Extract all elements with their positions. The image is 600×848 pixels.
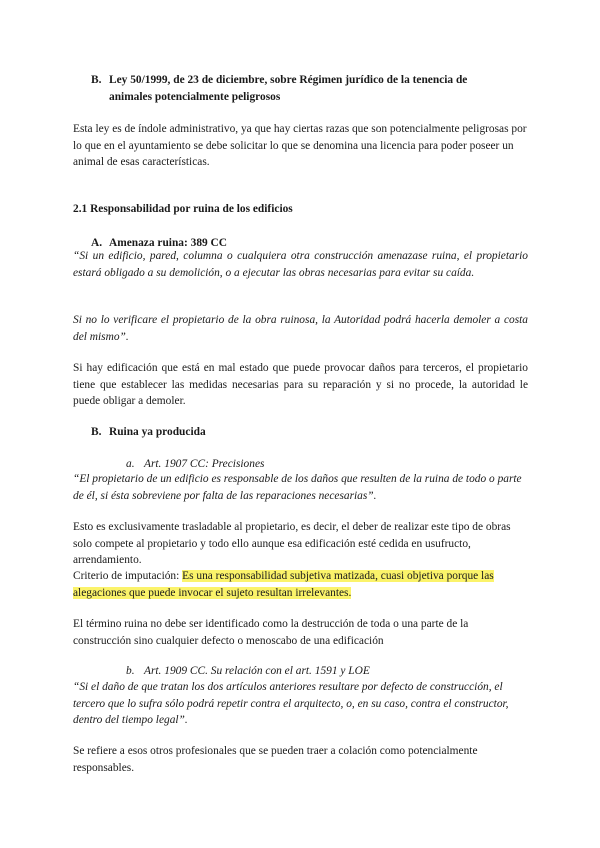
item-b-heading bbox=[126, 663, 581, 680]
item-a-title: Art. 1907 CC: Precisiones bbox=[144, 458, 265, 470]
subsection-b-heading bbox=[91, 424, 546, 441]
law-heading bbox=[91, 72, 531, 105]
item-a-criterio bbox=[73, 568, 528, 601]
law-heading-line2: animales potencialmente peligrosos bbox=[109, 90, 281, 103]
item-a-marker: a. bbox=[126, 458, 135, 470]
subsection-a-paragraph: Si hay edificación que está en mal estado que puede provocar daños para terceros, el propietario tiene que establecer las medidas necesarias para su reparación y si no procede, la autoridad le puede obligar a demoler. bbox=[73, 362, 528, 407]
item-b-quote: “Si el daño de que tratan los dos artículos anteriores resultare por defecto de construcción, el tercero que lo sufra sólo podrá repetir contra el arquitecto, o, en su caso, contra el constructor, dentro del tiempo legal”. bbox=[73, 681, 509, 726]
item-a-quote: “El propietario de un edificio es responsable de los daños que resulten de la ruina de todo o parte de él, si ésta sobreviene por falta de las reparaciones necesarias”. bbox=[73, 473, 522, 502]
subsection-b-title: Ruina ya producida bbox=[109, 426, 206, 438]
criterio-label: Criterio de imputación: bbox=[73, 570, 183, 582]
item-b-marker: b. bbox=[126, 665, 135, 677]
item-b-paragraph: Se refiere a esos otros profesionales que se pueden traer a colación como potencialmente responsables. bbox=[73, 745, 478, 774]
criterio-highlight: Es una responsabilidad subjetiva matizada, cuasi objetiva porque las alegaciones que puede invocar el sujeto resultan irrelevantes. bbox=[73, 570, 494, 599]
item-a-ruina-paragraph: El término ruina no debe ser identificado como la destrucción de toda o una parte de la construcción sino cualquier defecto o menoscabo de una edificación bbox=[73, 618, 469, 647]
subsection-a-quote-1: “Si un edificio, pared, columna o cualquiera otra construcción amenazase ruina, el propietario estará obligado a su demolición, o a ejecutar las obras necesarias para evitar su caída. bbox=[73, 250, 528, 279]
law-paragraph: Esta ley es de índole administrativo, ya que hay ciertas razas que son potencialmente peligrosas por lo que en el ayuntamiento se debe solicitar lo que se denomina una licencia para poder poseer un animal de esas características. bbox=[73, 123, 527, 168]
law-heading-line1: Ley 50/1999, de 23 de diciembre, sobre Régimen jurídico de la tenencia de bbox=[109, 74, 468, 86]
section-2-1-heading: 2.1 Responsabilidad por ruina de los edificios bbox=[73, 203, 293, 215]
subsection-a-title: Amenaza ruina: 389 CC bbox=[109, 237, 228, 249]
subsection-b-marker: B. bbox=[91, 426, 102, 438]
subsection-a-marker: A. bbox=[91, 237, 103, 249]
law-heading-marker: B. bbox=[91, 74, 102, 86]
item-a-paragraph: Esto es exclusivamente trasladable al propietario, es decir, el deber de realizar este tipo de obras solo compete al propietario y todo ello aunque esa edificación esté cedida en usufructo, arrendamiento. bbox=[73, 521, 511, 566]
item-b-title: Art. 1909 CC. Su relación con el art. 1591 y LOE bbox=[144, 665, 370, 677]
subsection-a-quote-2: Si no lo verificare el propietario de la obra ruinosa, la Autoridad podrá hacerla demoler a costa del mismo”. bbox=[73, 314, 528, 343]
